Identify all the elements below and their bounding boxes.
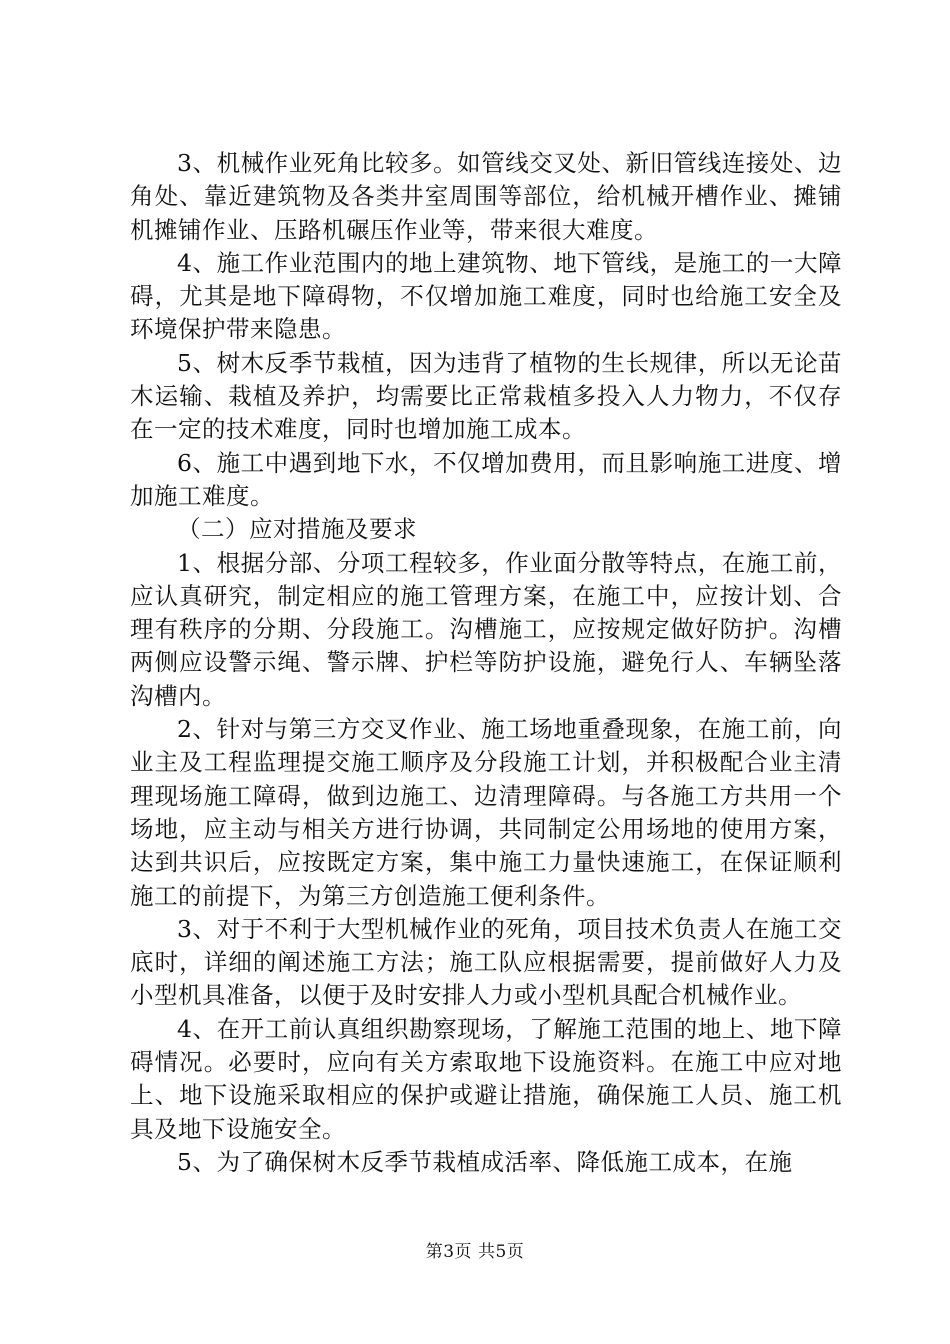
paragraph-item-3: 3、机械作业死角比较多。如管线交叉处、新旧管线连接处、边角处、靠近建筑物及各类井室周围等部位，给机械开槽作业、摊铺机摊铺作业、压路机碾压作业等，带来很大难度。 [130,149,842,244]
document-body [130,147,842,1179]
measure-item-3: 3、对于不利于大型机械作业的死角，项目技术负责人在施工交底时，详细的阐述施工方法；施工队应根据需要，提前做好人力及小型机具准备，以便于及时安排人力或小型机具配合机械作业。 [130,914,842,1010]
section-heading: （二）应对措施及要求 [177,515,417,544]
paragraph-item-4: 4、施工作业范围内的地上建筑物、地下管线，是施工的一大障碍，尤其是地下障碍物，不仅增加施工难度，同时也给施工安全及环境保护带来隐患。 [130,248,842,344]
paragraph-item-5: 5、树木反季节栽植，因为违背了植物的生长规律，所以无论苗木运输、栽植及养护，均需要比正常栽植多投入人力物力，不仅存在一定的技术难度，同时也增加施工成本。 [130,348,842,444]
measure-item-1: 1、根据分部、分项工程较多，作业面分散等特点，在施工前，应认真研究，制定相应的施工管理方案，在施工中，应按计划、合理有秩序的分期、分段施工。沟槽施工，应按规定做好防护。沟槽两侧应设警示绳、警示牌、护栏等防护设施，避免行人、车辆坠落沟槽内。 [130,548,842,710]
page-footer: 第3页 共5页 [425,1242,525,1262]
paragraph-item-6: 6、施工中遇到地下水，不仅增加费用，而且影响施工进度、增加施工难度。 [130,448,842,510]
measure-item-4: 4、在开工前认真组织勘察现场，了解施工范围的地上、地下障碍情况。必要时，应向有关方索取地下设施资料。在施工中应对地上、地下设施采取相应的保护或避让措施，确保施工人员、施工机具及地下设施安全。 [130,1014,842,1143]
measure-item-5: 5、为了确保树木反季节栽植成活率、降低施工成本，在施 [177,1147,793,1176]
measure-item-2: 2、针对与第三方交叉作业、施工场地重叠现象，在施工前，向业主及工程监理提交施工顺序及分段施工计划，并积极配合业主清理现场施工障碍，做到边施工、边清理障碍。与各施工方共用一个场地，应主动与相关方进行协调，共同制定公用场地的使用方案，达到共识后，应按既定方案，集中施工力量快速施工，在保证顺利施工的前提下，为第三方创造施工便利条件。 [130,715,842,910]
